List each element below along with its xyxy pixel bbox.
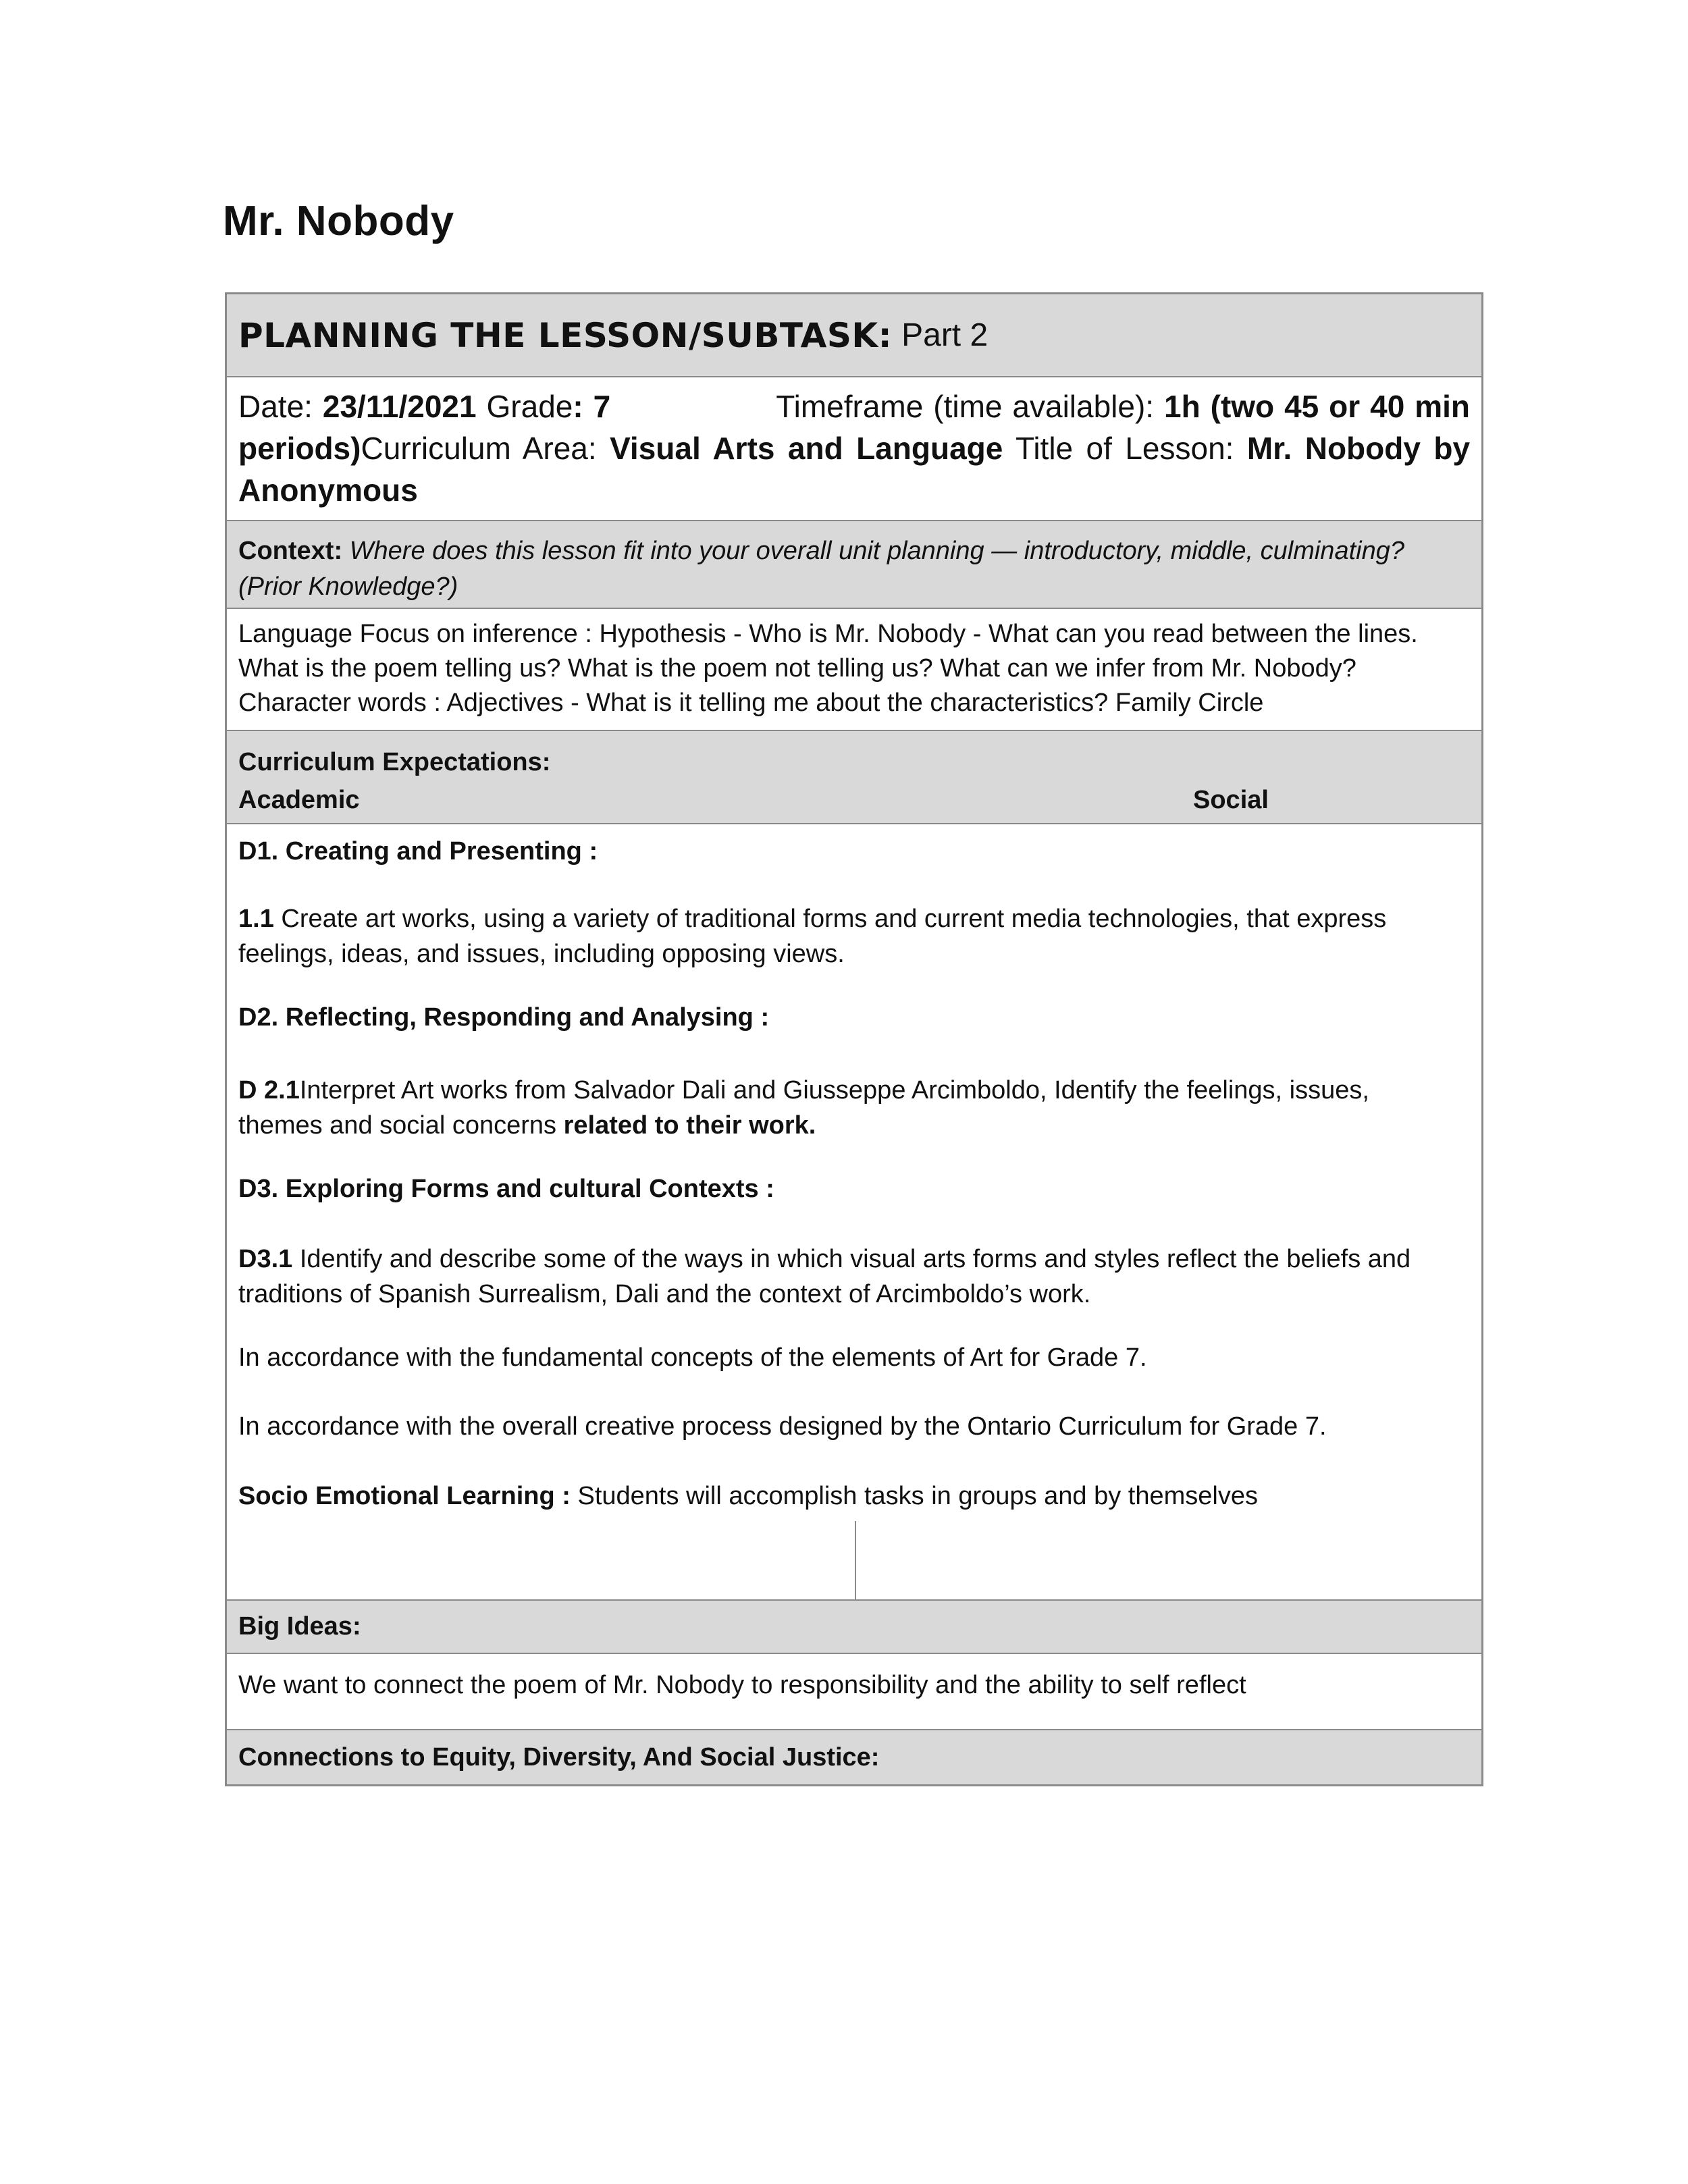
- d3-title: D3. Exploring Forms and cultural Contexts :: [238, 1175, 774, 1203]
- part-label: Part 2: [901, 317, 988, 353]
- d1-1-code: 1.1: [238, 905, 274, 933]
- lesson-meta-row: [227, 376, 1481, 520]
- big-ideas-label: Big Ideas:: [238, 1612, 361, 1641]
- planning-heading: PLANNING THE LESSON/SUBTASK:: [238, 315, 893, 355]
- big-ideas-body: We want to connect the poem of Mr. Nobody to responsibility and the ability to self reflect: [227, 1653, 1481, 1729]
- d2-1-code: D 2.1: [238, 1076, 300, 1104]
- d2-1-text: Interpret Art works from Salvador Dali and Giusseppe Arcimboldo, Identify the feelings, issues, themes and social concerns: [238, 1076, 1369, 1140]
- grade-label: Grade: [476, 389, 573, 424]
- context-label: Context:: [238, 537, 343, 565]
- socio-emotional-learning: [238, 1479, 1457, 1514]
- timeframe-value: 1h (two 45 or 40 min periods): [238, 389, 1470, 466]
- equity-label: Connections to Equity, Diversity, And Social Justice:: [238, 1742, 880, 1772]
- lesson-title-label: Title of Lesson:: [1015, 431, 1234, 466]
- date-value: 23/11/2021: [322, 389, 477, 424]
- timeframe-label: Timeframe (time available):: [776, 389, 1155, 424]
- d2-1-bold: related to their work.: [563, 1111, 816, 1140]
- academic-label: Academic: [238, 786, 360, 814]
- creative-process-text: In accordance with the overall creative process designed by the Ontario Curriculum for Grade 7.: [238, 1412, 1327, 1441]
- d2-1-expectation: [238, 1073, 1457, 1143]
- d3-1-code: D3.1: [238, 1245, 293, 1273]
- d1-1-text: Create art works, using a variety of traditional forms and current media technologies, that express feelings, ideas, and issues, including opposing views.: [238, 905, 1387, 968]
- lesson-title-value: Mr. Nobody by Anonymous: [238, 431, 1471, 508]
- grade-value: : 7: [573, 389, 611, 424]
- curriculum-expectations-label: Curriculum Expectations:: [238, 748, 551, 776]
- sel-label: Socio Emotional Learning :: [238, 1482, 571, 1510]
- context-question: Where does this lesson fit into your overall unit planning — introductory, middle, culminating? (Prior Knowledge?): [238, 537, 1404, 601]
- curriculum-expectations-body: [227, 823, 1481, 1599]
- lesson-plan-table: [225, 292, 1483, 1786]
- language-focus-row: Language Focus on inference : Hypothesis - Who is Mr. Nobody - What can you read between the lines. What is the poem telling us? What is the poem not telling us? What can we infer from Mr. Nobody? Character words : Adjectives - What is it telling me about the characteristics? Family Circle: [227, 608, 1481, 730]
- d1-title: D1. Creating and Presenting :: [238, 837, 598, 865]
- social-label: Social: [1193, 786, 1269, 814]
- curriculum-area-label: Curriculum Area:: [361, 431, 597, 466]
- d1-1-expectation: [238, 901, 1457, 971]
- curriculum-area-value: Visual Arts and Language: [610, 431, 1003, 466]
- d2-title: D2. Reflecting, Responding and Analysing :: [238, 1003, 770, 1032]
- planning-heading-row: [227, 294, 1481, 376]
- sel-text: Students will accomplish tasks in groups and by themselves: [570, 1482, 1258, 1510]
- column-divider: [855, 1521, 856, 1599]
- d3-1-expectation: [238, 1242, 1457, 1312]
- context-row: [227, 520, 1481, 608]
- big-ideas-header: [227, 1599, 1481, 1653]
- curriculum-expectations-header: [227, 730, 1481, 823]
- fundamental-concepts-text: In accordance with the fundamental concepts of the elements of Art for Grade 7.: [238, 1343, 1147, 1372]
- document-title: Mr. Nobody: [223, 198, 454, 244]
- date-label: Date:: [238, 389, 323, 424]
- d3-1-text: Identify and describe some of the ways in which visual arts forms and styles reflect the beliefs and traditions of Spanish Surrealism, Dali and the context of Arcimboldo’s work.: [238, 1245, 1411, 1308]
- equity-header: [227, 1729, 1481, 1784]
